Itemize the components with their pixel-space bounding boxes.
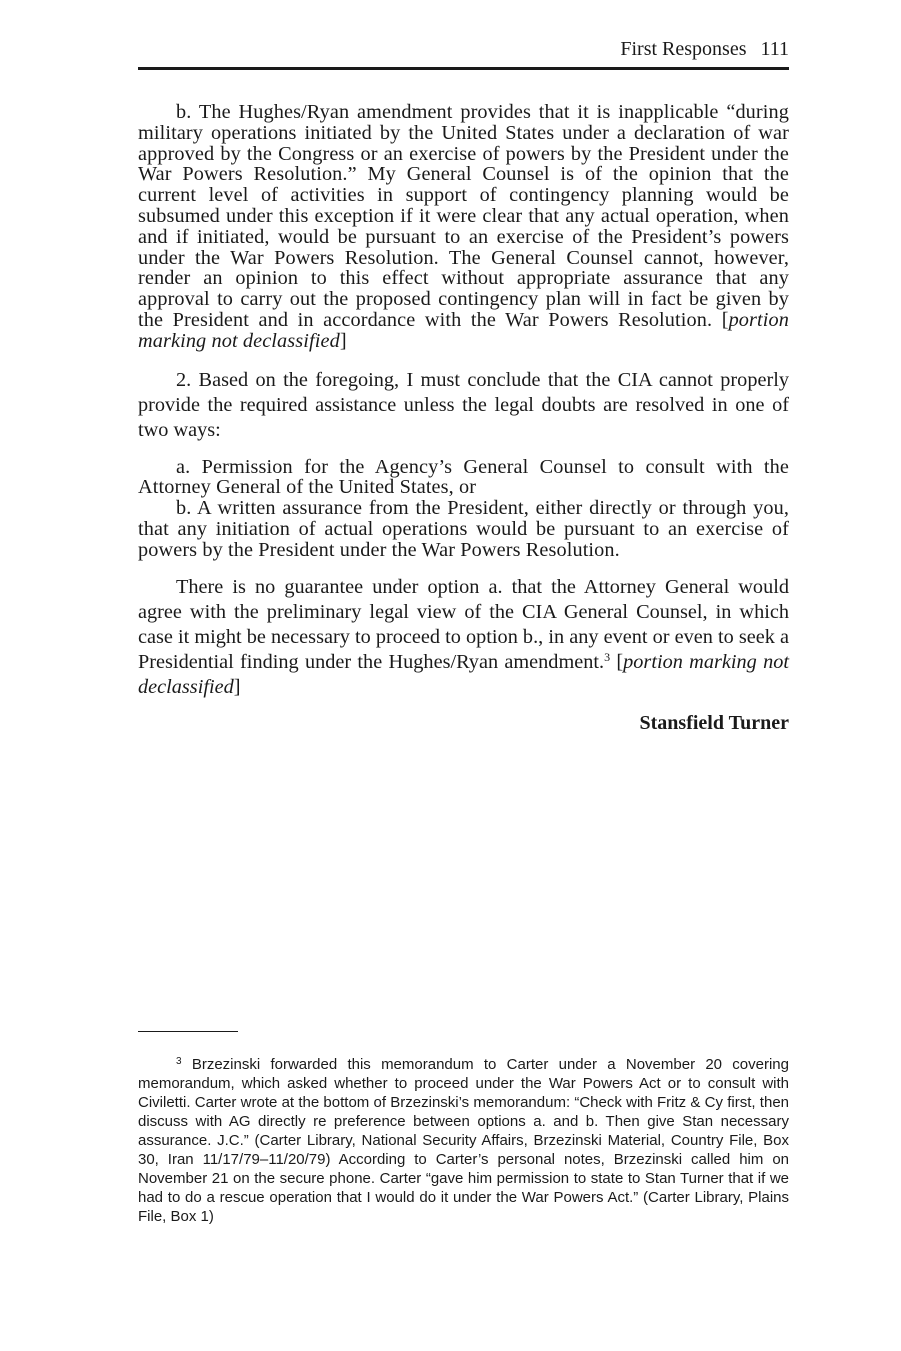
portion-marking: portion marking not declassified (138, 308, 789, 352)
running-header (138, 36, 789, 70)
document-body (138, 102, 789, 735)
paragraph-text: There is no guarantee under option a. that the Attorney General would agree with the preliminary legal view of the CIA General Counsel, in which case it might be necessary to proceed to option b., in any event or even to seek a Presidential finding under the Hughes/Ryan amendment. (138, 575, 789, 673)
paragraph-guarantee: There is no guarantee under option a. that the Attorney General would agree with the preliminary legal view of the CIA General Counsel, in which case it might be necessary to proceed to option b., in any event or even to seek a Presidential finding under the Hughes/Ryan amendment.$^3$ [portion marking not declassified] (138, 575, 789, 698)
footnote-text: Brzezinski forwarded this memorandum to Carter under a November 20 covering memorandum, which asked whether to proceed under the War Powers Act or to consult with Civiletti. Carter wrote at the bottom of Brzezinski’s memorandum: “Check with Fritz & Cy first, then discuss with AG directly re preference between options a. and b. Then give Stan necessary assurance. J.C.” (Carter Library, National Security Affairs, Brzezinski Material, Country File, Box 30, Iran 11/17/79–11/20/79) According to Carter’s personal notes, Brzezinski called him on November 21 on the secure phone. Carter “gave him permission to state to Stan Turner that if we had to do a rescue operation that I would do it under the War Powers Act.” (Carter Library, Plains File, Box 1) (138, 1056, 789, 1225)
paragraph-conclusion: 2. Based on the foregoing, I must conclude that the CIA cannot properly provide the required assistance unless the legal doubts are resolved in one of two ways: (138, 368, 789, 441)
running-title: First Responses (620, 38, 747, 60)
page-number: 111 (760, 38, 789, 60)
signature: Stansfield Turner (639, 711, 789, 734)
paragraph-hughes-ryan: b. The Hughes/Ryan amendment provides that it is inapplicable “during military operations initiated by the United States under a declaration of war approved by the Congress or an exercise of powers by the President under the War Powers Resolution.” My General Counsel is of the opinion that the current level of activities in support of contingency planning would be subsumed under this exception if it were clear that any actual operation, when and if initiated, would be pursuant to an exercise of the President’s powers under the War Powers Resolution. The General Counsel cannot, however, render an opinion to this effect without appropriate assurance that any approval to carry out the proposed contingency plan will in fact be given by the President and in accordance with the War Powers Resolution. [portion marking not declassified] (138, 101, 789, 352)
portion-marking: portion marking not declassified (138, 650, 789, 698)
footnote-number: 3 (176, 1056, 182, 1067)
footnote (138, 1055, 789, 1226)
footnote-divider (138, 1031, 238, 1032)
footnote-reference: 3 (604, 649, 611, 664)
paragraph-option-b: b. A written assurance from the President, either directly or through you, that any initiation of actual operations would be pursuant to an exercise of powers by the President under the War Powers Resolution. (138, 497, 789, 561)
paragraph-text: b. The Hughes/Ryan amendment provides that it is inapplicable “during military operations initiated by the United States under a declaration of war approved by the Congress or an exercise of powers by the President under the War Powers Resolution.” My General Counsel is of the opinion that the current level of activities in support of contingency planning would be subsumed under this exception if it were clear that any actual operation, when and if initiated, would be pursuant to an exercise of the President’s powers under the War Powers Resolution. The General Counsel cannot, however, render an opinion to this effect without appropriate assurance that any approval to carry out the proposed contingency plan will in fact be given by the President and in accordance with the War Powers Resolution. (138, 101, 789, 331)
paragraph-option-a: a. Permission for the Agency’s General Counsel to consult with the Attorney General of the United States, or (138, 455, 789, 499)
running-head (620, 38, 789, 61)
